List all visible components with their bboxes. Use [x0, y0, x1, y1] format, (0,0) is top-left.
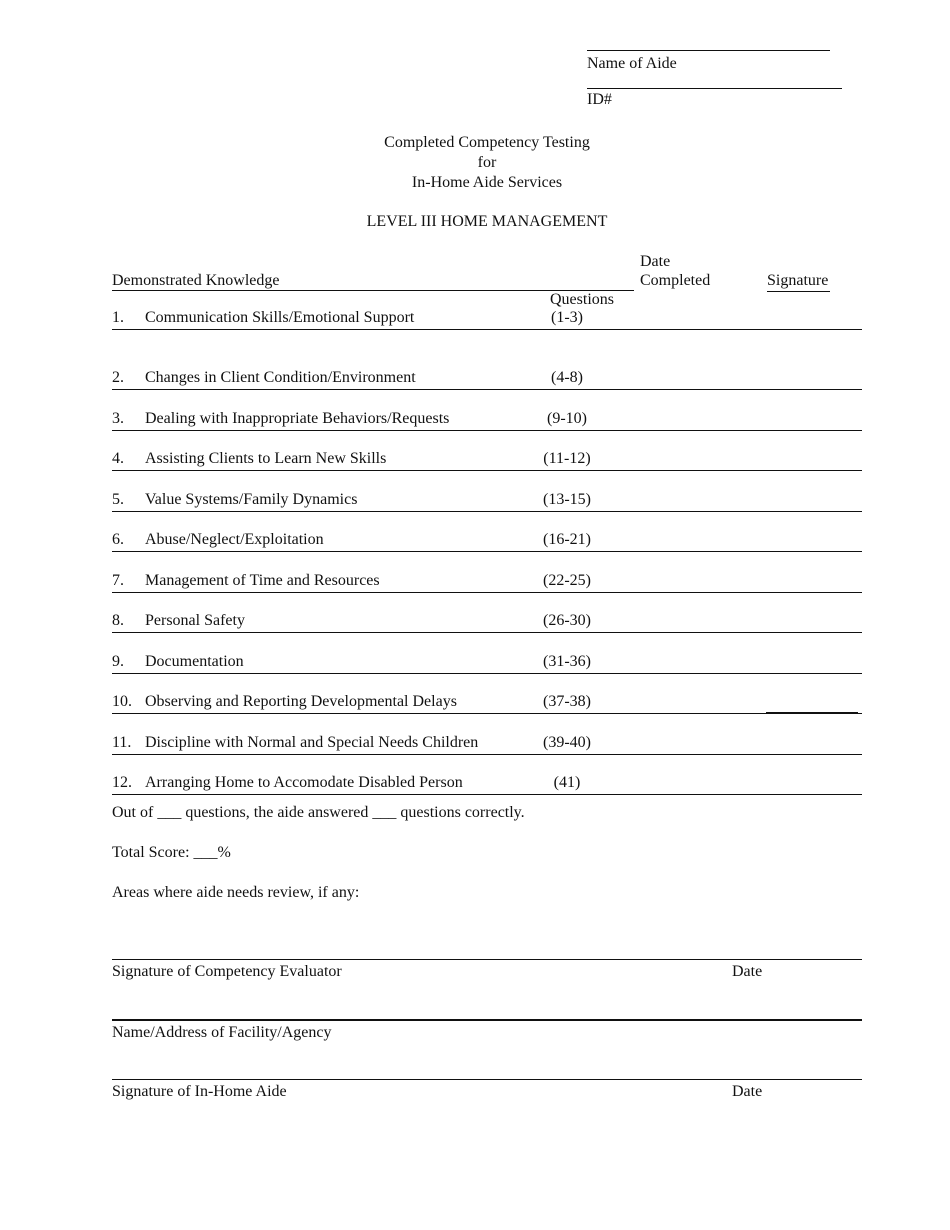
id-label: ID#	[587, 91, 612, 108]
row-number: 12.	[112, 774, 132, 791]
row-title: Communication Skills/Emotional Support	[145, 309, 415, 326]
row-questions: (22-25)	[543, 571, 591, 589]
knowledge-row-8	[112, 593, 862, 634]
summary-section	[112, 804, 862, 924]
knowledge-row-3	[112, 390, 862, 431]
id-blank-line	[587, 88, 842, 89]
facility-label: Name/Address of Facility/Agency	[112, 1024, 332, 1041]
column-header-questions: Questions	[550, 291, 614, 308]
column-header-demonstrated-knowledge: Demonstrated Knowledge	[112, 272, 280, 289]
row-questions: (37-38)	[543, 693, 591, 710]
knowledge-row-4	[112, 431, 862, 472]
row-questions: (1-3)	[551, 309, 583, 326]
row-number: 2.	[112, 369, 124, 386]
row-number: 8.	[112, 612, 124, 629]
aide-date-label: Date	[732, 1083, 763, 1100]
facility-row	[112, 1019, 862, 1041]
row-number: 3.	[112, 409, 124, 427]
row-number: 11.	[112, 733, 132, 751]
row-number: 10.	[112, 693, 132, 710]
knowledge-row-11	[112, 714, 862, 755]
row-title: Documentation	[145, 652, 244, 670]
row-title: Value Systems/Family Dynamics	[145, 490, 358, 508]
row-questions: (39-40)	[543, 733, 591, 751]
row-questions: (13-15)	[543, 490, 591, 508]
row-number: 1.	[112, 309, 124, 326]
knowledge-row-5	[112, 471, 862, 512]
row-title: Assisting Clients to Learn New Skills	[145, 450, 387, 467]
title-line-1: Completed Competency Testing	[384, 134, 590, 151]
form-subtitle: LEVEL III HOME MANAGEMENT	[366, 213, 608, 230]
row-number: 6.	[112, 531, 124, 548]
row-number: 4.	[112, 450, 124, 467]
aide-signature-row	[112, 1079, 862, 1100]
total-score-line: Total Score: ___%	[112, 844, 231, 861]
knowledge-rows	[112, 308, 862, 795]
evaluator-signature-row	[112, 959, 862, 980]
score-sentence: Out of ___ questions, the aide answered ___ questions correctly.	[112, 804, 525, 821]
row-number: 9.	[112, 652, 124, 670]
row-title: Dealing with Inappropriate Behaviors/Requests	[145, 409, 450, 427]
evaluator-signature-label: Signature of Competency Evaluator	[112, 963, 342, 980]
row-title: Observing and Reporting Developmental Delays	[145, 693, 457, 710]
knowledge-row-1	[112, 308, 862, 330]
review-areas-line: Areas where aide needs review, if any:	[112, 884, 360, 901]
evaluator-date-label: Date	[732, 963, 763, 980]
knowledge-row-10	[112, 674, 862, 715]
row-questions: (4-8)	[551, 369, 583, 386]
table-header	[112, 253, 862, 308]
row-questions: (9-10)	[547, 409, 587, 427]
knowledge-row-12	[112, 755, 862, 796]
title-line-2: for	[477, 154, 497, 171]
name-of-aide-label: Name of Aide	[587, 55, 677, 72]
knowledge-row-2	[112, 330, 862, 390]
row-title: Personal Safety	[145, 612, 245, 629]
row-questions: (26-30)	[543, 612, 591, 629]
row-questions: (31-36)	[543, 652, 591, 670]
form-title	[112, 133, 862, 193]
name-of-aide-blank-line	[587, 50, 830, 51]
row-title: Changes in Client Condition/Environment	[145, 369, 416, 386]
row-title: Arranging Home to Accomodate Disabled Person	[145, 774, 463, 791]
row-number: 7.	[112, 571, 124, 589]
column-header-completed: Completed	[640, 272, 711, 289]
column-header-signature: Signature	[767, 272, 830, 292]
row-questions: (11-12)	[543, 450, 591, 467]
row-questions: (41)	[553, 774, 581, 791]
row-title: Discipline with Normal and Special Needs Children	[145, 733, 479, 751]
knowledge-row-7	[112, 552, 862, 593]
aide-signature-label: Signature of In-Home Aide	[112, 1083, 287, 1100]
row-title: Management of Time and Resources	[145, 571, 380, 589]
row-number: 5.	[112, 490, 124, 508]
title-line-3: In-Home Aide Services	[411, 174, 563, 191]
knowledge-row-9	[112, 633, 862, 674]
row-questions: (16-21)	[543, 531, 591, 548]
column-header-date: Date	[640, 253, 671, 270]
knowledge-row-6	[112, 512, 862, 553]
row-title: Abuse/Neglect/Exploitation	[145, 531, 324, 548]
